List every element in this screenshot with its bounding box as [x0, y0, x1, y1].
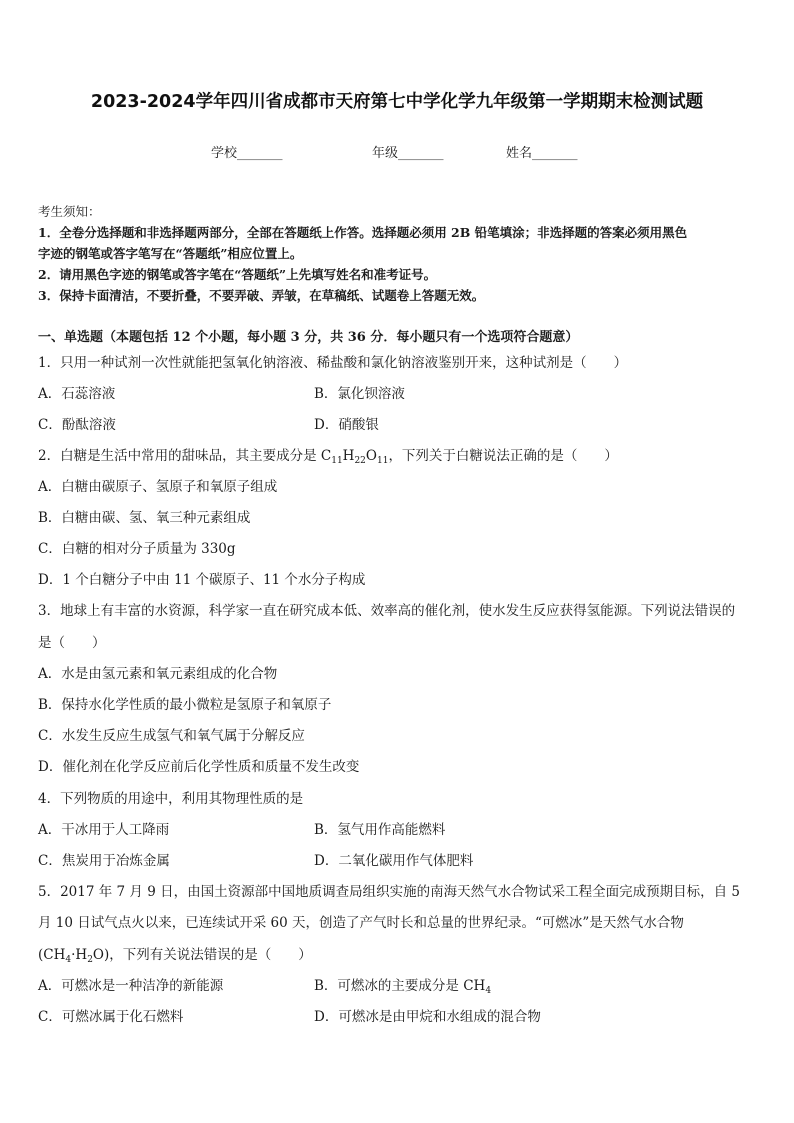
q2-stem-part-d: ，下列关于白糖说法正确的是（ ） [388, 448, 618, 464]
q5-formula-part-b: ·H [71, 947, 88, 963]
name-field[interactable]: 姓名_______ [506, 146, 578, 161]
q4-option-d[interactable]: D．二氧化碳用作气体肥料 [314, 853, 474, 869]
q3-option-d[interactable]: D．催化剂在化学反应前后化学性质和质量不发生改变 [38, 759, 360, 775]
notice-item-1-line-1: 1．全卷分选择题和非选择题两部分，全部在答题纸上作答。选择题必须用 2B 铅笔填涂；非选择题的答案必须用黑色 [38, 225, 688, 240]
q2-option-a[interactable]: A．白糖由碳原子、氢原子和氧原子组成 [38, 479, 278, 495]
q5-option-b[interactable] [314, 977, 491, 995]
q5-option-b-sub: 4 [485, 986, 492, 996]
q2-stem-part-b: H [342, 448, 355, 464]
q4-option-c[interactable]: C．焦炭用于冶炼金属 [38, 853, 170, 869]
q2-sub-1: 11 [331, 456, 343, 466]
q1-option-b[interactable]: B．氯化钡溶液 [314, 386, 405, 402]
q2-stem-part-a: 2．白糖是生活中常用的甜味品，其主要成分是 C [38, 448, 332, 464]
q5-formula-sub-1: 4 [65, 955, 72, 965]
q5-formula-sub-2: 2 [87, 955, 93, 965]
question-5-stem-line-2: 月 10 日试气点火以来，已连续试开采 60 天，创造了产气时长和总量的世界纪录。“可燃冰”是天然气水合物 [38, 915, 684, 931]
school-field[interactable]: 学校_______ [211, 146, 283, 161]
q5-formula-part-a: (CH [38, 947, 66, 963]
exam-notice [38, 201, 758, 306]
question-3-stem-line-1: 3．地球上有丰富的水资源，科学家一直在研究成本低、效率高的催化剂，使水发生反应获得氢能源。下列说法错误的 [38, 603, 736, 619]
q2-option-d[interactable]: D．1 个白糖分子中由 11 个碳原子、11 个水分子构成 [38, 572, 366, 588]
q2-sub-3: 11 [376, 456, 389, 466]
q5-option-d[interactable]: D．可燃冰是由甲烷和水组成的混合物 [314, 1009, 541, 1025]
q5-option-a[interactable]: A．可燃冰是一种洁净的新能源 [38, 978, 224, 994]
grade-field[interactable]: 年级_______ [372, 146, 444, 161]
q1-option-d[interactable]: D．硝酸银 [314, 417, 379, 433]
q2-sub-2: 22 [354, 456, 366, 466]
q4-option-b[interactable]: B．氢气用作高能燃料 [314, 822, 446, 838]
question-5-stem-line-3 [38, 946, 312, 964]
student-info-row [0, 142, 794, 162]
question-5-stem-line-1: 5．2017 年 7 月 9 日，由国土资源部中国地质调查局组织实施的南海天然气水合物试采工程全面完成预期目标，自 5 [38, 884, 740, 900]
q3-option-c[interactable]: C．水发生反应生成氢气和氧气属于分解反应 [38, 728, 305, 744]
q2-stem-part-c: O [365, 448, 377, 464]
page-title: 2023-2024学年四川省成都市天府第七中学化学九年级第一学期期末检测试题 [90, 92, 704, 112]
notice-item-2: 2．请用黑色字迹的钢笔或答字笔在“答题纸”上先填写姓名和准考证号。 [38, 267, 437, 282]
question-2-stem [38, 447, 618, 465]
question-1-stem: 1．只用一种试剂一次性就能把氢氧化钠溶液、稀盐酸和氯化钠溶液鉴别开来，这种试剂是（ ） [38, 355, 628, 371]
q5-option-c[interactable]: C．可燃冰属于化石燃料 [38, 1009, 184, 1025]
question-3-stem-line-2: 是（ ） [38, 635, 106, 651]
q4-option-a[interactable]: A．干冰用于人工降雨 [38, 822, 170, 838]
q5-formula-part-c: O)，下列有关说法错误的是（ ） [92, 947, 312, 963]
q2-option-c[interactable]: C．白糖的相对分子质量为 330g [38, 541, 236, 557]
q2-option-b[interactable]: B．白糖由碳、氢、氧三种元素组成 [38, 510, 251, 526]
question-4-stem: 4．下列物质的用途中，利用其物理性质的是 [38, 791, 304, 807]
q3-option-a[interactable]: A．水是由氢元素和氧元素组成的化合物 [38, 666, 278, 682]
notice-item-3: 3．保持卡面清洁，不要折叠，不要弄破、弄皱，在草稿纸、试题卷上答题无效。 [38, 288, 485, 303]
section-heading: 一、单选题（本题包括 12 个小题，每小题 3 分，共 36 分．每小题只有一个选项符合题意） [38, 330, 579, 345]
q3-option-b[interactable]: B．保持水化学性质的最小微粒是氢原子和氧原子 [38, 697, 332, 713]
notice-item-1-line-2: 字迹的钢笔或答字笔写在“答题纸”相应位置上。 [38, 246, 303, 261]
q5-option-b-text: B．可燃冰的主要成分是 CH [314, 978, 486, 994]
q1-option-c[interactable]: C．酚酞溶液 [38, 417, 116, 433]
notice-heading: 考生须知： [38, 204, 101, 219]
q1-option-a[interactable]: A．石蕊溶液 [38, 386, 116, 402]
